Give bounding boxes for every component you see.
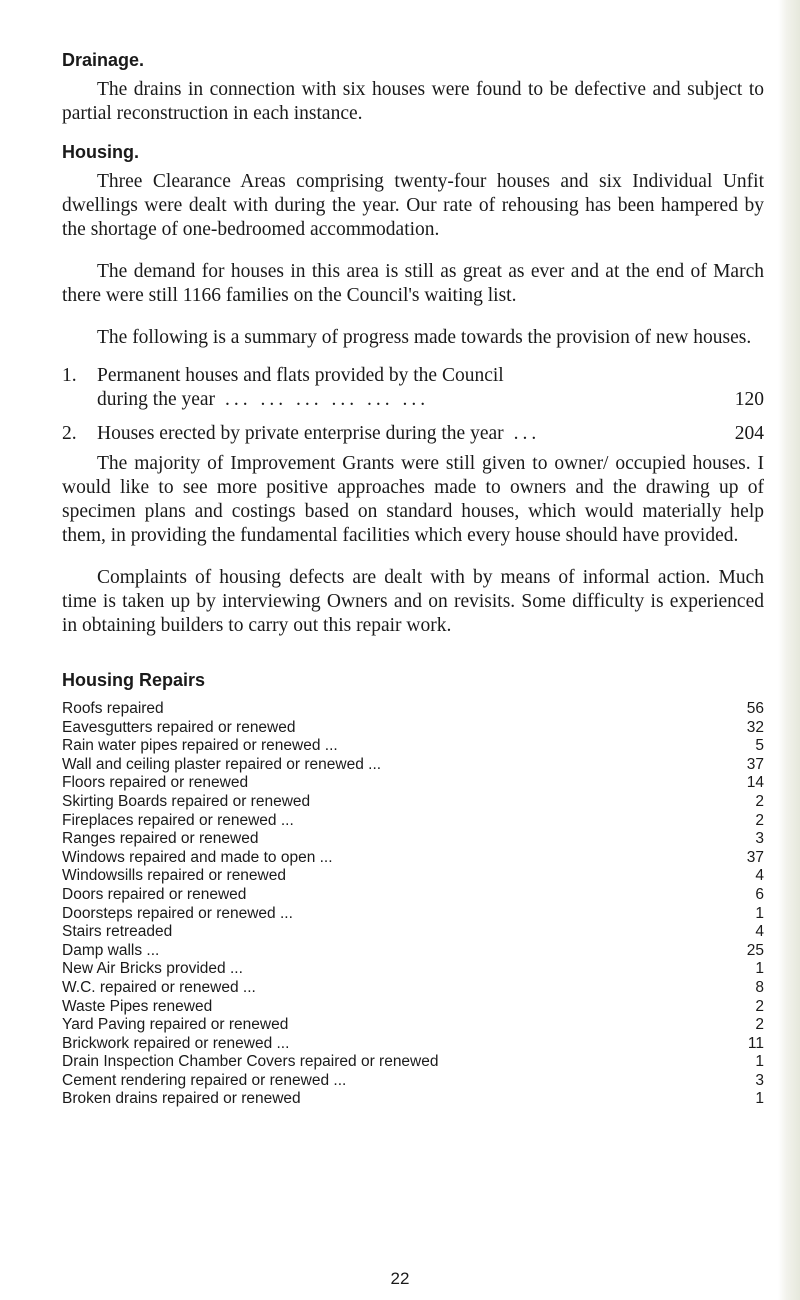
repair-label: Rain water pipes repaired or renewed ... [62, 737, 338, 755]
repair-count: 2 [755, 811, 764, 829]
repair-row [62, 793, 764, 812]
leader-dots [164, 700, 734, 719]
repair-label: Damp walls ... [62, 941, 160, 959]
leader-dots [338, 737, 734, 756]
repair-count: 37 [746, 848, 764, 866]
repair-row [62, 756, 764, 775]
repair-count: 1 [755, 904, 764, 922]
drainage-heading: Drainage. [62, 50, 145, 70]
repair-count: 4 [755, 923, 764, 941]
leader-dots [333, 849, 734, 868]
leader-dots [212, 998, 734, 1017]
housing-paragraph: Three Clearance Areas comprising twenty-four houses and six Individual Unfit dwellings were dealt with during the year. Our rate of rehousing has been hampered by the shortage of one-bedroomed accommodation. [62, 171, 764, 240]
leader-dots [256, 979, 734, 998]
summary-item-number: 1. [62, 365, 77, 386]
repair-count: 8 [755, 978, 764, 996]
repair-label: Eavesgutters repaired or renewed [62, 718, 296, 736]
document-body [62, 48, 764, 1109]
leader-dots [439, 1053, 735, 1072]
repair-row [62, 812, 764, 831]
leader-dots: ... ... ... ... ... ... [225, 389, 430, 410]
repair-count: 2 [755, 997, 764, 1015]
repair-count: 25 [746, 941, 764, 959]
repair-row [62, 886, 764, 905]
leader-dots: ... [513, 423, 541, 444]
housing-paragraph: The demand for houses in this area is still as great as ever and at the end of March there were still 1166 families on the Council's waiting list. [62, 261, 764, 306]
repair-row [62, 700, 764, 719]
repair-row [62, 905, 764, 924]
leader-dots [301, 1090, 734, 1109]
repair-count: 6 [755, 885, 764, 903]
repair-label: Ranges repaired or renewed [62, 830, 259, 848]
leader-dots [293, 905, 734, 924]
repair-row [62, 960, 764, 979]
repair-count: 11 [747, 1034, 764, 1052]
leader-dots [172, 923, 734, 942]
repair-label: Cement rendering repaired or renewed ... [62, 1071, 347, 1089]
repair-label: Broken drains repaired or renewed [62, 1090, 301, 1108]
repair-label: Yard Paving repaired or renewed [62, 1016, 289, 1034]
repair-row [62, 1035, 764, 1054]
leader-dots [248, 774, 734, 793]
repair-count: 3 [755, 1071, 764, 1089]
drainage-paragraph: The drains in connection with six houses were found to be defective and subject to partial reconstruction in each instance. [62, 79, 764, 124]
housing-section [62, 140, 764, 638]
repair-label: Skirting Boards repaired or renewed [62, 792, 311, 810]
repair-label: Doorsteps repaired or renewed ... [62, 904, 293, 922]
repair-count: 5 [755, 737, 764, 755]
repair-count: 56 [746, 700, 764, 717]
leader-dots [310, 793, 734, 812]
leader-dots [288, 1016, 734, 1035]
page-edge-shadow [778, 0, 800, 1300]
page-number: 22 [390, 1269, 410, 1288]
repair-label: Fireplaces repaired or renewed ... [62, 811, 294, 829]
repair-label: Brickwork repaired or renewed ... [62, 1034, 290, 1052]
repair-label: Waste Pipes renewed [62, 997, 213, 1015]
housing-paragraph: The following is a summary of progress made towards the provision of new houses. [97, 327, 752, 348]
repair-count: 1 [755, 960, 764, 978]
repair-count: 4 [755, 867, 764, 885]
leader-dots [289, 1035, 734, 1054]
repair-count: 14 [746, 774, 764, 792]
summary-item [62, 422, 764, 446]
housing-repairs-section [62, 668, 764, 1109]
leader-dots [159, 942, 734, 961]
repair-row [62, 1016, 764, 1035]
repair-count: 1 [755, 1053, 764, 1071]
repair-row [62, 1053, 764, 1072]
summary-item-value: 120 [734, 389, 764, 410]
repair-row [62, 1072, 764, 1091]
repair-row [62, 849, 764, 868]
summary-item-text: Houses erected by private enterprise during the year [97, 423, 504, 444]
repair-label: Doors repaired or renewed [62, 885, 247, 903]
repair-count: 37 [746, 755, 764, 773]
repair-count: 3 [755, 830, 764, 848]
repair-row [62, 942, 764, 961]
repair-row [62, 923, 764, 942]
repair-row [62, 774, 764, 793]
housing-paragraph: The majority of Improvement Grants were still given to owner/ occupied houses. I would like to see more positive approaches made to owners and the drawing up of specimen plans and costings based on standard houses, which would materially help them, in providing the fundamental facilities which every house should have provided. [62, 453, 764, 546]
repair-label: Floors repaired or renewed [62, 774, 249, 792]
repair-row [62, 998, 764, 1017]
summary-item [62, 364, 764, 412]
leader-dots [286, 867, 734, 886]
housing-repairs-heading: Housing Repairs [62, 670, 206, 690]
repair-count: 2 [755, 1016, 764, 1034]
new-houses-summary [62, 364, 764, 446]
housing-repairs-list [62, 700, 764, 1109]
repair-count: 32 [746, 718, 764, 736]
repair-row [62, 1090, 764, 1109]
drainage-section [62, 48, 764, 126]
repair-label: Windowsills repaired or renewed [62, 867, 286, 885]
summary-item-text: during the year [97, 389, 216, 410]
repair-count: 2 [755, 792, 764, 810]
leader-dots [296, 719, 735, 738]
housing-heading: Housing. [62, 142, 139, 162]
repair-label: W.C. repaired or renewed ... [62, 978, 256, 996]
repair-label: Roofs repaired [62, 700, 164, 717]
leader-dots [346, 1072, 734, 1091]
repair-row [62, 737, 764, 756]
repair-label: Stairs retreaded [62, 923, 173, 941]
leader-dots [243, 960, 734, 979]
leader-dots [246, 886, 734, 905]
leader-dots [294, 812, 734, 831]
summary-item-value: 204 [734, 423, 764, 444]
repair-row [62, 979, 764, 998]
repair-label: New Air Bricks provided ... [62, 960, 243, 978]
leader-dots [381, 756, 734, 775]
repair-row [62, 867, 764, 886]
repair-label: Windows repaired and made to open ... [62, 848, 333, 866]
repair-label: Drain Inspection Chamber Covers repaired or renewed [62, 1053, 439, 1071]
repair-row [62, 830, 764, 849]
repair-count: 1 [755, 1090, 764, 1108]
summary-item-number: 2. [62, 423, 77, 444]
housing-paragraph: Complaints of housing defects are dealt with by means of informal action. Much time is taken up by interviewing Owners and on revisits. Some difficulty is experienced in obtaining builders to carry out this repair work. [62, 567, 764, 636]
repair-row [62, 719, 764, 738]
leader-dots [258, 830, 734, 849]
repair-label: Wall and ceiling plaster repaired or renewed ... [62, 755, 382, 773]
summary-item-text: Permanent houses and flats provided by the Council [97, 365, 504, 386]
